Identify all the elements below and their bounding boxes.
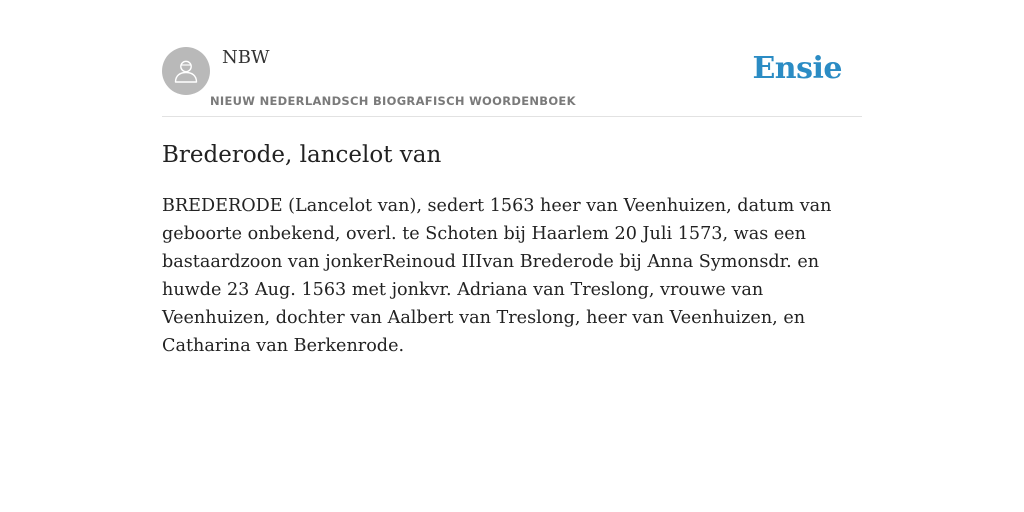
- header: [162, 0, 862, 117]
- article-title: Brederode, lancelot van: [162, 142, 442, 168]
- source-full-name: NIEUW NEDERLANDSCH BIOGRAFISCH WOORDENBOEK: [210, 94, 576, 108]
- article-body: BREDERODE (Lancelot van), sedert 1563 heer van Veenhuizen, datum van geboorte onbekend, overl. te Schoten bij Haarlem 20 Juli 1573, was een bastaardzoon van jonkerReinoud IIIvan Brederode bij Anna Symonsdr. en huwde 23 Aug. 1563 met jonkvr. Adriana van Treslong, vrouwe van Veenhuizen, dochter van Aalbert van Treslong, heer van Veenhuizen, en Catharina van Berkenrode.: [162, 196, 832, 356]
- user-icon: [172, 57, 200, 85]
- source-avatar[interactable]: [162, 47, 210, 95]
- ensie-logo-link[interactable]: Ensie: [752, 51, 842, 86]
- source-abbreviation[interactable]: NBW: [222, 47, 270, 68]
